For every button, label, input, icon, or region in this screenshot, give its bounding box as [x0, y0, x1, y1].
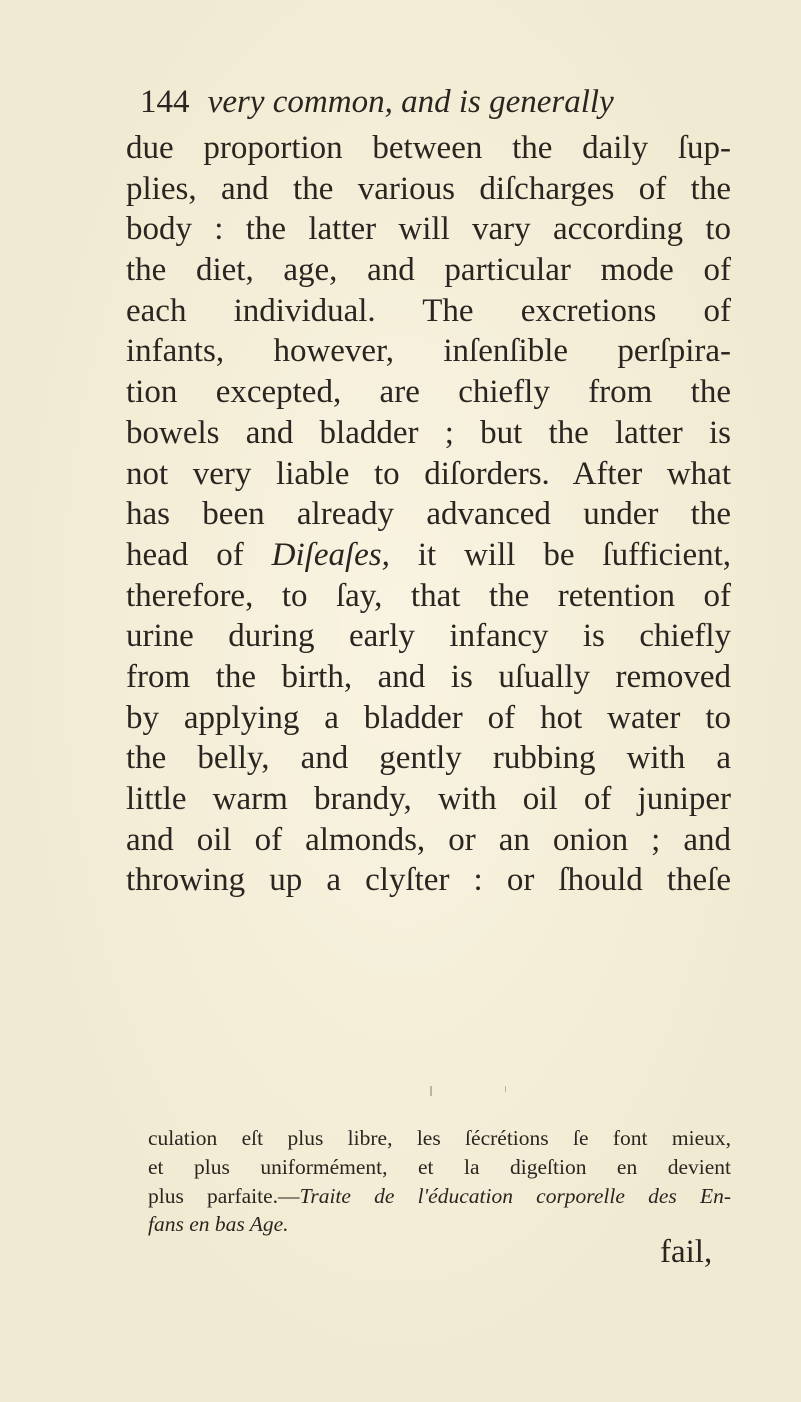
italic-term: Diſeaſes,	[271, 536, 390, 573]
text-line: plies, and the various diſcharges of the	[126, 170, 731, 207]
text-line: urine during early infancy is chiefly	[126, 618, 731, 655]
text-line: body : the latter will vary according to	[126, 211, 731, 248]
text-line: not very liable to diſorders. After what	[126, 455, 731, 492]
text-line: tion excepted, are chiefly from the	[126, 374, 731, 411]
footnote-citation: fans en bas Age.	[148, 1212, 289, 1237]
text-line: little warm brandy, with oil of juniper	[126, 781, 731, 817]
text-fragment: head of	[126, 536, 244, 573]
footnote-line: culation eſt plus libre, les ſécrétions ſe font mieux,	[148, 1126, 731, 1150]
text-line: and oil of almonds, or an onion ; and	[126, 821, 731, 858]
text-line: has been already advanced under the	[126, 496, 731, 533]
text-line: bowels and bladder ; but the latter is	[126, 414, 731, 451]
paper-speck	[430, 1086, 432, 1096]
text-line: each individual. The excretions of	[126, 292, 731, 329]
text-line: throwing up a clyſter : or ſhould theſe	[126, 862, 731, 899]
footnote-text: plus parfaite.—	[148, 1183, 300, 1208]
footnote-line	[148, 1210, 731, 1239]
text-line: therefore, to ſay, that the retention of	[126, 577, 731, 614]
text-line: the diet, age, and particular mode of	[126, 252, 731, 289]
running-head	[140, 78, 720, 126]
footnote-line: et plus uniformément, et la digeſtion en devient	[148, 1154, 731, 1179]
catchword: fail,	[660, 1234, 713, 1270]
footnote	[148, 1124, 731, 1239]
page-number: 144	[140, 84, 190, 120]
running-head-title: very common, and is generally	[207, 84, 614, 120]
text-line: due proportion between the daily ſup-	[126, 130, 731, 166]
text-line-with-italic	[126, 535, 731, 576]
footnote-line	[148, 1182, 731, 1211]
footnote-citation: Traite de l'éducation corporelle des En-	[299, 1183, 731, 1208]
text-line: by applying a bladder of hot water to	[126, 699, 731, 736]
text-line: from the birth, and is uſually removed	[126, 658, 731, 695]
text-line: infants, however, inſenſible perſpira-	[126, 333, 731, 370]
body-text	[126, 128, 731, 901]
text-fragment: it will be ſufficient,	[417, 536, 732, 573]
text-line: the belly, and gently rubbing with a	[126, 740, 731, 777]
paper-speck	[505, 1086, 506, 1092]
